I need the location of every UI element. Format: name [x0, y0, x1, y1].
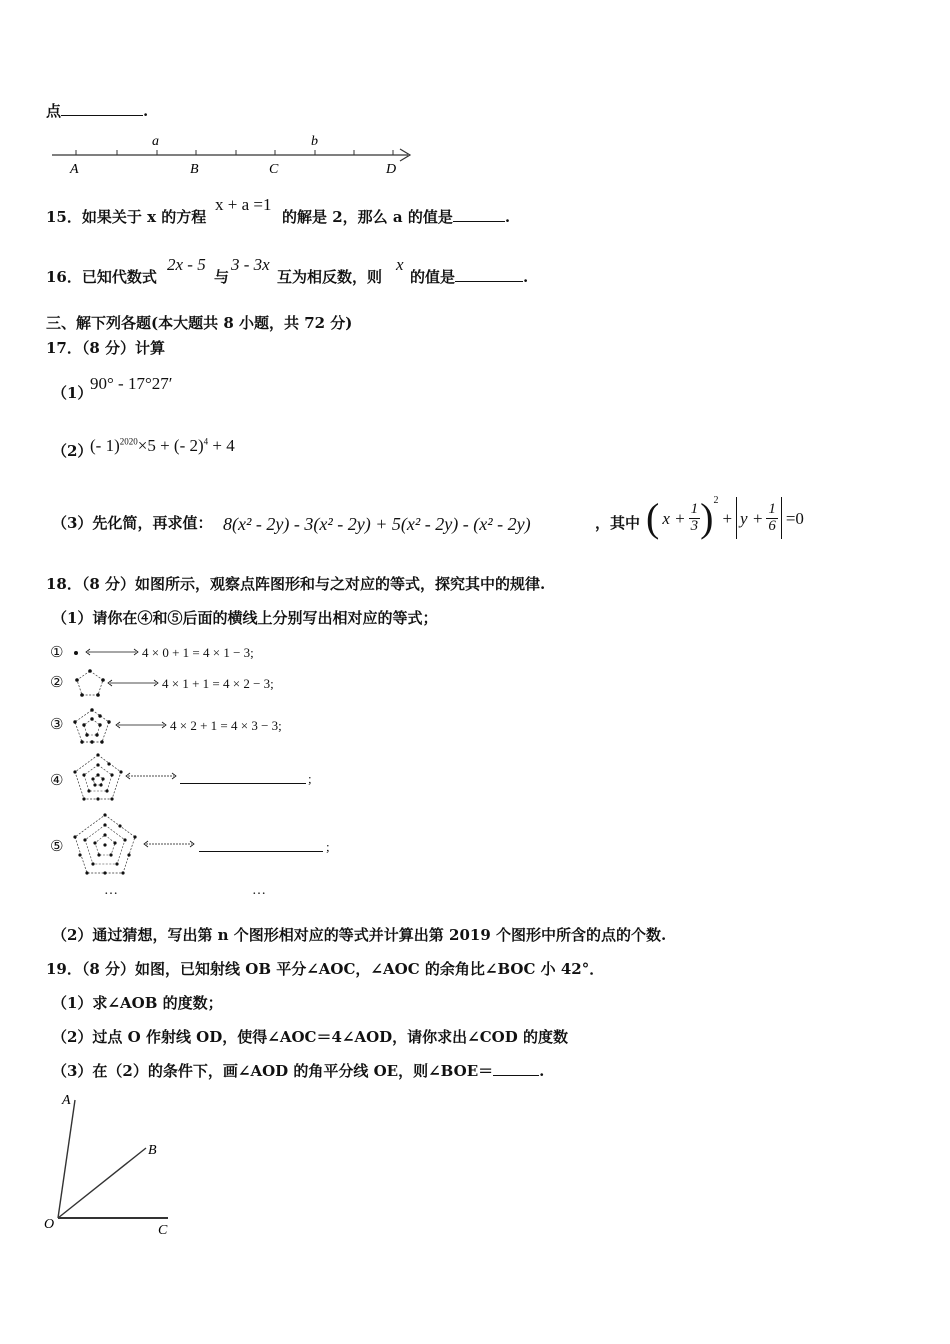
- q15-period: .: [504, 208, 511, 226]
- q18-p2: （2）通过猜想，写出第 n 个图形相对应的等式并计算出第 2019 个图形中所含的点的个数.: [52, 926, 667, 944]
- q16-suffix: 的值是: [410, 268, 456, 286]
- q15-suffix: 的解是 2，那么 a 的值是: [282, 208, 453, 226]
- arrow-1-icon: [84, 646, 140, 658]
- frac1-den: 3: [690, 517, 699, 534]
- fig-label-C: C: [158, 1223, 168, 1238]
- row4-semicolon: ;: [308, 771, 312, 786]
- q18-p1: （1）请你在④和⑤后面的横线上分别写出相对应的等式；: [52, 609, 438, 627]
- q17-p3-label: （3）先化简，再求值：: [52, 514, 213, 532]
- q15-prefix: 如果关于 x 的方程: [81, 208, 207, 226]
- q16-prefix: 已知代数式: [81, 268, 157, 286]
- row2-mark: ②: [50, 673, 64, 691]
- q16-mid: 与: [214, 268, 230, 286]
- point-label-B: B: [190, 162, 199, 177]
- arrow-2-icon: [106, 677, 160, 689]
- point-label-A: A: [70, 162, 79, 177]
- q15-number: 15．: [46, 208, 82, 226]
- fig-label-B: B: [148, 1143, 157, 1158]
- fig-label-A: A: [62, 1093, 71, 1108]
- cond-square: 2: [713, 495, 719, 506]
- q16-period: .: [523, 268, 529, 286]
- row5-mark: ⑤: [50, 837, 64, 855]
- q14-period: .: [143, 102, 149, 120]
- arrow-5-icon: [142, 838, 196, 850]
- fig-label-O: O: [44, 1217, 55, 1232]
- ray-OB: [58, 1148, 146, 1218]
- frac2-den: 6: [768, 517, 776, 534]
- q18-title: 18．（8 分）如图所示，观察点阵图形和与之对应的等式，探究其中的规律.: [46, 575, 546, 593]
- row3-mark: ③: [50, 715, 64, 733]
- q14-tail: [46, 104, 148, 119]
- row1-equation: 4 × 0 + 1 = 4 × 1 − 3;: [142, 645, 254, 660]
- cond-x-plus: x +: [662, 508, 686, 528]
- q17-p3-mid: ，其中: [595, 514, 641, 532]
- mark-label-a: a: [152, 134, 159, 149]
- angle-figure: [40, 1088, 190, 1238]
- q17-p2-tail: + 4: [208, 436, 235, 455]
- paren-right-icon: ): [700, 495, 714, 540]
- q16-suffix-line: [410, 270, 528, 285]
- q17-p2-base: (- 1): [90, 436, 120, 455]
- frac-one-third: [689, 502, 701, 535]
- q16-answer-blank[interactable]: [455, 280, 523, 282]
- row5-semicolon: ;: [326, 839, 330, 854]
- q15: [46, 210, 206, 225]
- dot-pattern-5: [72, 812, 138, 876]
- arrow-4-icon: [124, 770, 178, 782]
- q17-p2-rest: ×5 + (- 2): [137, 436, 204, 455]
- row2-equation: 4 × 1 + 1 = 4 × 2 − 3;: [162, 676, 274, 691]
- cond-equals-zero: =0: [785, 508, 804, 528]
- q19-p1: （1）求∠AOB 的度数；: [52, 994, 223, 1012]
- ellipsis-left: …: [104, 883, 118, 898]
- q16-var: x: [396, 255, 404, 274]
- number-line-figure: [50, 130, 420, 180]
- q17-p1-expr: 90° - 17°27′: [90, 374, 173, 393]
- dot-pattern-2: [74, 668, 106, 698]
- ellipsis-right: …: [252, 883, 266, 898]
- dot-pattern-4: [72, 752, 124, 802]
- row1-mark: ①: [50, 643, 64, 661]
- q14-text: 点: [46, 102, 62, 120]
- q16-mid2: 互为相反数，则: [277, 268, 383, 286]
- arrow-3-icon: [114, 719, 168, 731]
- dot-pattern-1: [70, 646, 84, 660]
- dot-pattern-3: [72, 707, 112, 745]
- point-label-C: C: [269, 162, 279, 177]
- q16-expr1: 2x - 5: [167, 255, 206, 274]
- ray-OA: [58, 1100, 75, 1218]
- frac1-num: 1: [690, 500, 699, 517]
- row4-answer-blank[interactable]: [180, 782, 306, 784]
- row5-answer-blank[interactable]: [199, 850, 323, 852]
- mark-label-b: b: [311, 134, 318, 149]
- q17-p2-exponent: 2020: [119, 436, 138, 447]
- paren-left-icon: (: [646, 495, 660, 540]
- q15-equation: x + a =1: [215, 195, 272, 214]
- cond-plus: +: [722, 508, 733, 528]
- q19-answer-blank[interactable]: [493, 1074, 539, 1076]
- frac2-num: 1: [768, 500, 776, 517]
- q19-p3: （3）在（2）的条件下，画∠AOD 的角平分线 OE，则∠BOE＝: [52, 1062, 494, 1080]
- q17-p2-expr: [90, 437, 235, 454]
- frac-one-sixth: [766, 502, 778, 535]
- q17-p1-label: （1）: [52, 384, 93, 402]
- q14-answer-blank[interactable]: [61, 114, 143, 116]
- q17-p3-condition: [646, 494, 804, 542]
- q19-period: .: [539, 1062, 545, 1080]
- q16: [46, 270, 157, 285]
- q19-p3-line: [52, 1064, 544, 1079]
- q19-title: 19．（8 分）如图，已知射线 OB 平分∠AOC，∠AOC 的余角比∠BOC 小 42°．: [46, 960, 605, 978]
- q16-number: 16．: [46, 268, 82, 286]
- point-label-D: D: [386, 162, 397, 177]
- q17-p2-label: （2）: [52, 442, 93, 460]
- q15-answer-blank[interactable]: [453, 220, 505, 222]
- row4-mark: ④: [50, 771, 64, 789]
- section-3-title: 三、解下列各题(本大题共 8 小题，共 72 分): [46, 314, 353, 332]
- q17-p3-expr: 8(x² - 2y) - 3(x² - 2y) + 5(x² - 2y) - (x² - 2y): [223, 514, 531, 534]
- row3-equation: 4 × 2 + 1 = 4 × 3 − 3;: [170, 718, 282, 733]
- abs-value-box: [736, 497, 782, 539]
- q19-p2: （2）过点 O 作射线 OD，使得∠AOC＝4∠AOD，请你求出∠COD 的度数: [52, 1028, 568, 1046]
- q15-suffix-line: [282, 210, 510, 225]
- cond-y-plus: y +: [740, 508, 764, 528]
- q17-p2-exponent2: 4: [203, 436, 209, 447]
- q17-title: 17．（8 分）计算: [46, 339, 166, 357]
- q16-expr2: 3 - 3x: [231, 255, 270, 274]
